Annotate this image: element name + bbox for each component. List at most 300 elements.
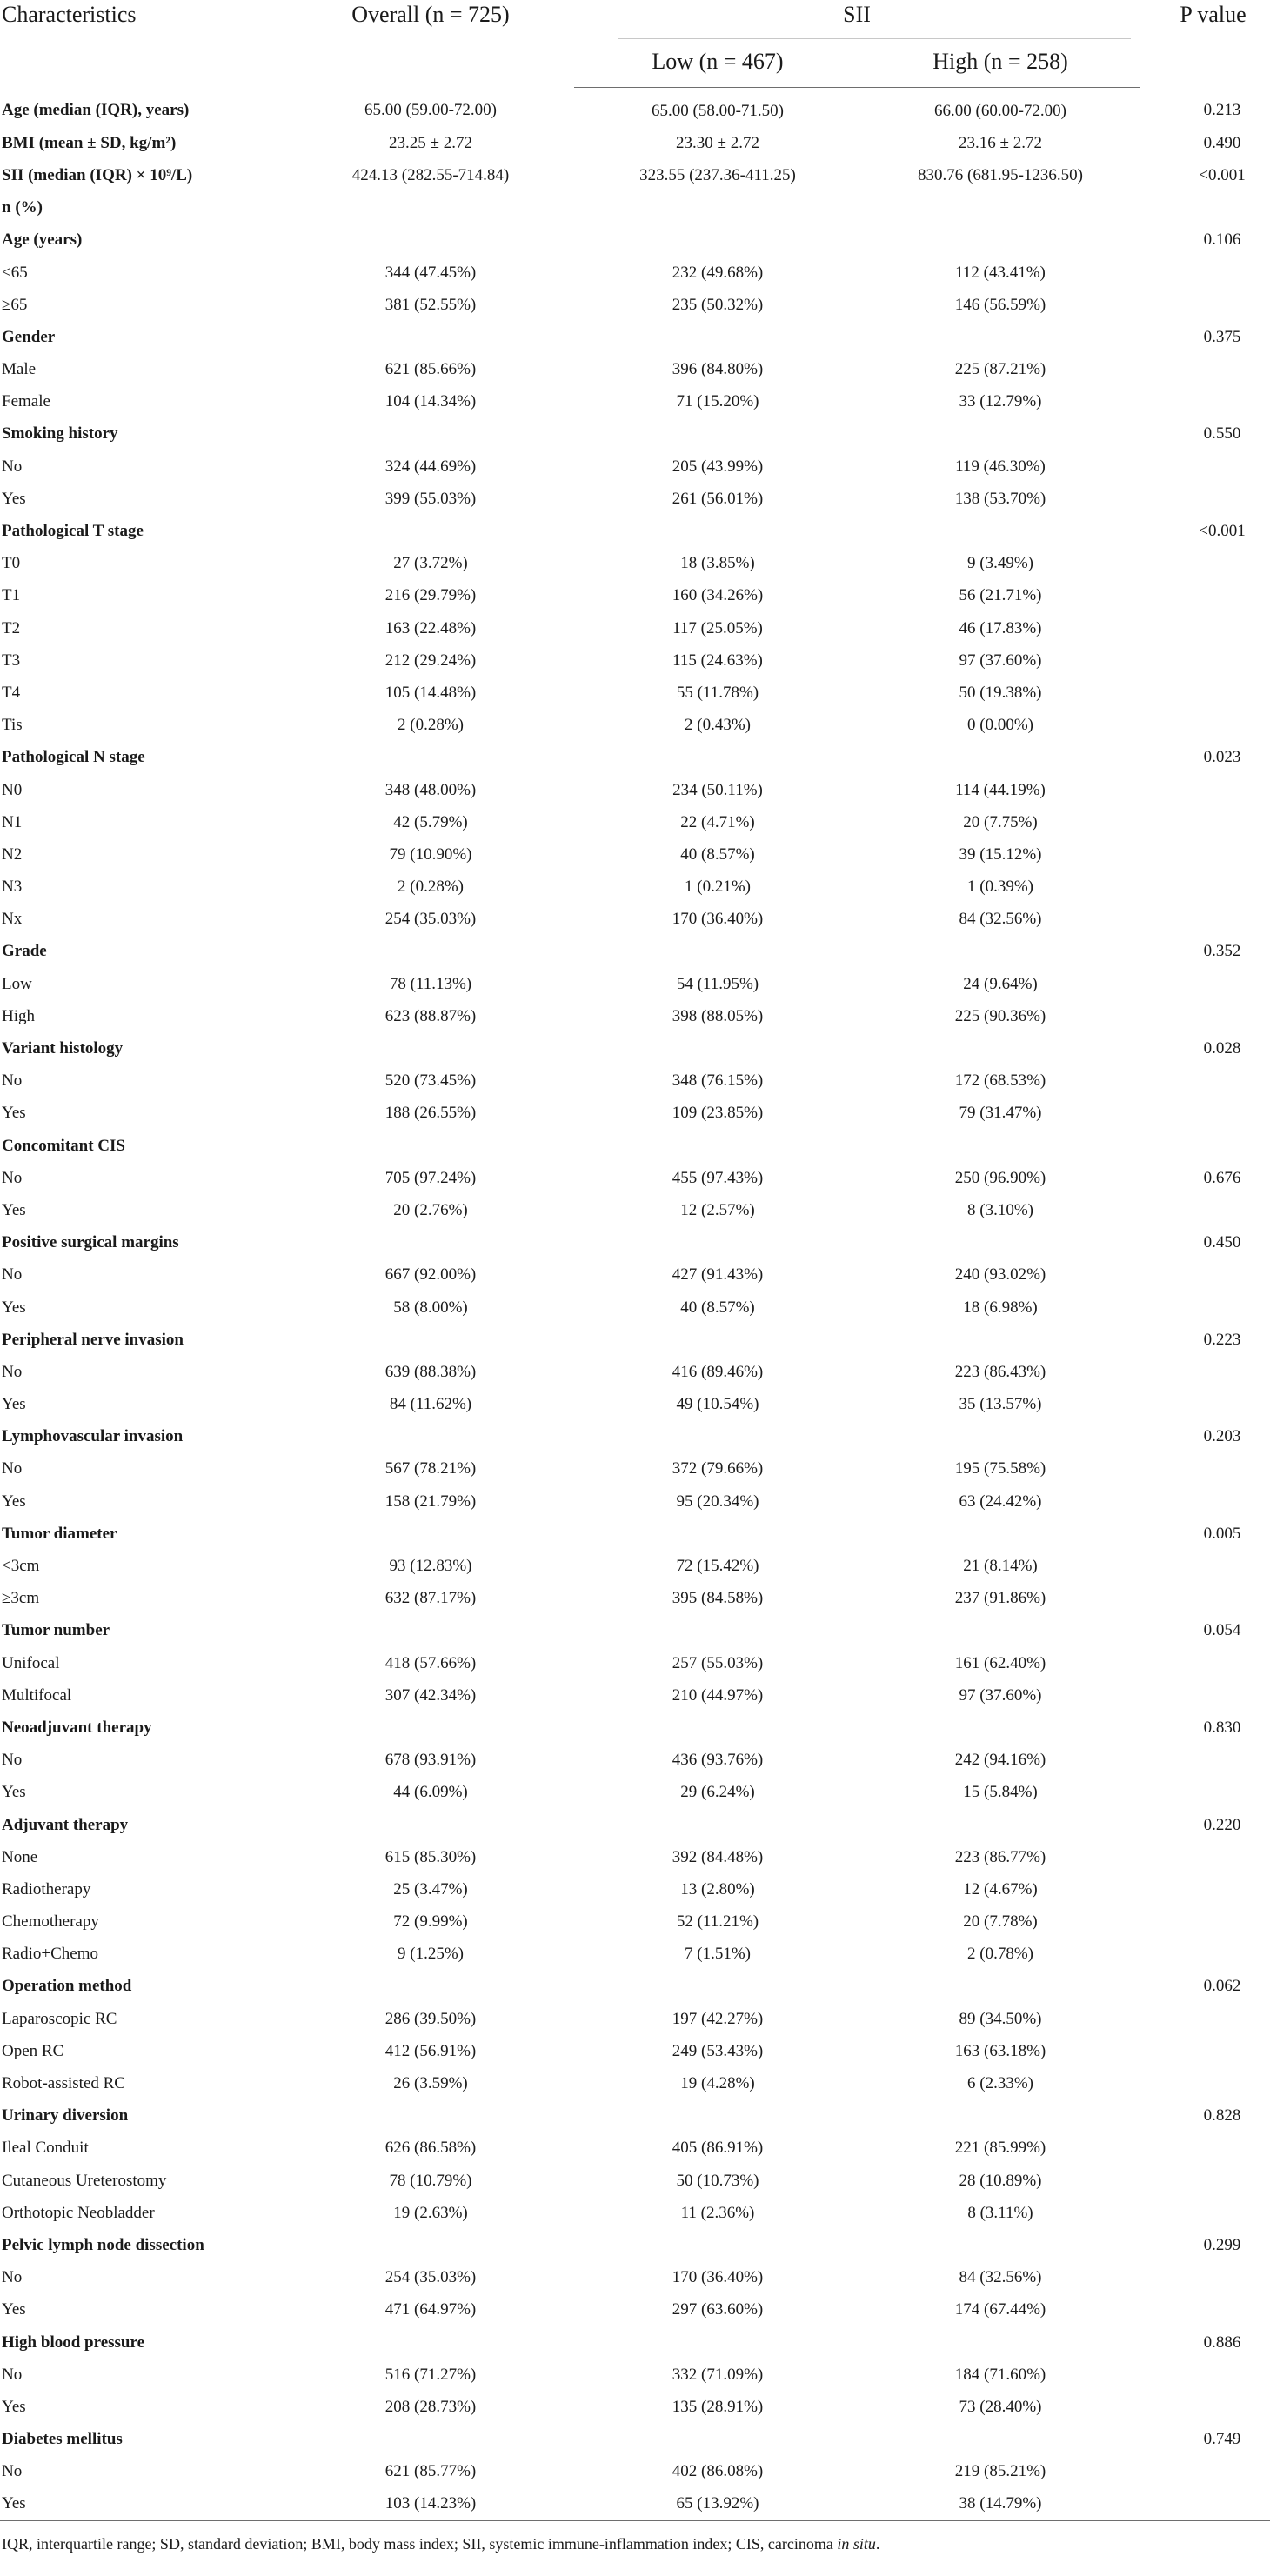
- sii-low-cell: [574, 1518, 861, 1550]
- sii-low-cell: 323.55 (237.36-411.25): [639, 165, 796, 184]
- overall-cell: 84 (11.62%): [389, 1395, 472, 1414]
- row-label: Pathological N stage: [2, 748, 145, 767]
- row-label: Peripheral nerve invasion: [2, 1330, 184, 1349]
- header-characteristics: Characteristics: [2, 2, 137, 27]
- footnote-text: IQR, interquartile range; SD, standard deviation; BMI, body mass index; SII, systemic immune-inflammation index; CIS, carcinoma: [2, 2535, 838, 2553]
- p-value-cell: [1140, 2067, 1270, 2099]
- sii-high-cell: [861, 2326, 1140, 2359]
- overall-cell: 621 (85.77%): [384, 2462, 477, 2481]
- sii-low-cell: 18 (3.85%): [680, 554, 755, 573]
- p-value-cell: 0.830: [1203, 1718, 1241, 1737]
- sii-low-cell: 348 (76.15%): [672, 1071, 764, 1091]
- p-value-cell: [1140, 677, 1270, 709]
- sii-low-cell: [574, 2229, 861, 2261]
- sii-low-cell: 1 (0.21%): [685, 878, 751, 897]
- overall-cell: 58 (8.00%): [393, 1298, 468, 1317]
- sii-low-cell: 297 (63.60%): [672, 2300, 764, 2319]
- overall-cell: [287, 2100, 574, 2132]
- sii-low-cell: [574, 1809, 861, 1841]
- sii-high-cell: [861, 1615, 1140, 1647]
- p-value-cell: 0.299: [1203, 2235, 1241, 2254]
- row-label: T2: [2, 618, 21, 637]
- sii-low-cell: 115 (24.63%): [672, 651, 763, 670]
- sii-low-cell: [574, 1130, 861, 1162]
- row-label: Yes: [2, 1298, 26, 1317]
- p-value-cell: 0.886: [1203, 2332, 1241, 2352]
- table-row: [0, 644, 1270, 677]
- p-value-cell: 0.213: [1203, 101, 1241, 120]
- overall-cell: 105 (14.48%): [384, 683, 477, 702]
- table-row: [0, 2003, 1270, 2035]
- overall-cell: [287, 2229, 574, 2261]
- sii-low-cell: 71 (15.20%): [676, 392, 759, 411]
- p-value-cell: [1140, 1485, 1270, 1518]
- table-section-row: [0, 88, 1270, 128]
- overall-cell: 516 (71.27%): [384, 2365, 477, 2384]
- row-label: Positive surgical margins: [2, 1233, 179, 1252]
- table-row: [0, 548, 1270, 580]
- sii-low-cell: [574, 2100, 861, 2132]
- sii-high-cell: 97 (37.60%): [959, 651, 1042, 670]
- sii-low-cell: 210 (44.97%): [672, 1685, 764, 1705]
- table-section-row: [0, 1130, 1270, 1162]
- overall-cell: 42 (5.79%): [393, 812, 468, 831]
- overall-cell: 78 (11.13%): [389, 974, 472, 993]
- p-value-cell: [1140, 774, 1270, 806]
- p-value-cell: 0.106: [1203, 230, 1241, 250]
- p-value-cell: 0.054: [1203, 1621, 1241, 1640]
- row-label: <65: [2, 263, 28, 282]
- sii-low-cell: 197 (42.27%): [672, 2009, 764, 2028]
- table-row: [0, 1745, 1270, 1777]
- p-value-cell: [1140, 1194, 1270, 1226]
- sii-high-cell: [861, 192, 1140, 224]
- table-section-row: [0, 1809, 1270, 1841]
- table-row: [0, 1162, 1270, 1194]
- p-value-cell: [1140, 2456, 1270, 2488]
- p-value-cell: [1140, 1939, 1270, 1971]
- row-label: Yes: [0, 2488, 287, 2521]
- sii-high-cell: 24 (9.64%): [963, 974, 1038, 993]
- sii-high-cell: 8 (3.10%): [967, 1200, 1033, 1219]
- table-section-row: [0, 742, 1270, 774]
- overall-cell: 19 (2.63%): [393, 2203, 468, 2222]
- overall-cell: 381 (52.55%): [384, 295, 477, 314]
- table-row: [0, 2456, 1270, 2488]
- sii-high-cell: 237 (91.86%): [954, 1589, 1046, 1608]
- overall-cell: 23.25 ± 2.72: [389, 133, 472, 152]
- sii-low-cell: 11 (2.36%): [680, 2203, 755, 2222]
- row-label: Yes: [2, 2300, 26, 2319]
- table-row: [0, 1906, 1270, 1939]
- row-label: None: [2, 1847, 38, 1866]
- sii-low-cell: 40 (8.57%): [680, 844, 755, 864]
- sii-low-cell: 232 (49.68%): [672, 263, 764, 282]
- sii-high-cell: [861, 2424, 1140, 2456]
- sii-high-cell: 46 (17.83%): [959, 618, 1042, 637]
- table-section-row: [0, 159, 1270, 191]
- row-label: No: [2, 457, 23, 476]
- sii-high-cell: 119 (46.30%): [955, 457, 1046, 476]
- table-row: [0, 2165, 1270, 2197]
- table-row: [0, 677, 1270, 709]
- sii-high-cell: [861, 2229, 1140, 2261]
- p-value-cell: [1140, 580, 1270, 612]
- table-section-row: [0, 515, 1270, 547]
- row-label: N1: [2, 812, 23, 831]
- p-value-cell: [1140, 1291, 1270, 1324]
- p-value-cell: [1140, 257, 1270, 289]
- sii-low-cell: 29 (6.24%): [680, 1783, 755, 1802]
- sii-high-cell: [861, 936, 1140, 968]
- sii-high-cell: 20 (7.75%): [963, 812, 1038, 831]
- sii-high-cell: 172 (68.53%): [954, 1071, 1046, 1091]
- p-value-cell: [1140, 192, 1270, 224]
- sii-low-cell: [574, 1227, 861, 1259]
- sii-high-cell: 174 (67.44%): [954, 2300, 1046, 2319]
- sii-low-cell: 117 (25.05%): [672, 618, 763, 637]
- table-header: [0, 0, 1270, 88]
- p-value-cell: [1140, 1130, 1270, 1162]
- table-row: [0, 968, 1270, 1000]
- row-label: T0: [2, 554, 21, 573]
- overall-cell: 399 (55.03%): [384, 489, 477, 508]
- overall-cell: [287, 515, 574, 547]
- table-row: [0, 289, 1270, 321]
- row-label: Laparoscopic RC: [2, 2009, 117, 2028]
- p-value-cell: 0.450: [1203, 1233, 1241, 1252]
- table-row: [0, 1259, 1270, 1291]
- overall-cell: 344 (47.45%): [384, 263, 477, 282]
- row-label: Chemotherapy: [2, 1912, 99, 1932]
- sii-high-cell: 138 (53.70%): [954, 489, 1046, 508]
- overall-cell: 254 (35.03%): [384, 2268, 477, 2287]
- sii-high-cell: 240 (93.02%): [954, 1265, 1046, 1285]
- sii-high-cell: 195 (75.58%): [954, 1459, 1046, 1478]
- row-label: Pelvic lymph node dissection: [2, 2235, 204, 2254]
- table-row: [0, 580, 1270, 612]
- p-value-cell: [1140, 1841, 1270, 1873]
- sii-low-cell: 135 (28.91%): [672, 2397, 764, 2416]
- p-value-cell: [1140, 644, 1270, 677]
- p-value-cell: [1140, 548, 1270, 580]
- row-label: BMI (mean ± SD, kg/m²): [2, 133, 177, 152]
- row-label: Tis: [2, 716, 23, 735]
- p-value-cell: [1140, 710, 1270, 742]
- overall-cell: [287, 1227, 574, 1259]
- table-section-row: [0, 1971, 1270, 2003]
- row-label: Multifocal: [2, 1685, 72, 1705]
- overall-cell: 212 (29.24%): [384, 651, 477, 670]
- row-label: Variant histology: [2, 1039, 124, 1058]
- sii-high-cell: 84 (32.56%): [959, 2268, 1042, 2287]
- sii-high-cell: [861, 1227, 1140, 1259]
- p-value-cell: [1140, 1745, 1270, 1777]
- row-label: Yes: [2, 1104, 26, 1123]
- p-value-cell: [1140, 1000, 1270, 1032]
- overall-cell: 26 (3.59%): [393, 2074, 468, 2093]
- sii-low-cell: 109 (23.85%): [672, 1104, 764, 1123]
- overall-cell: 424.13 (282.55-714.84): [351, 165, 510, 184]
- sii-high-cell: 161 (62.40%): [954, 1653, 1046, 1672]
- row-label: Tumor diameter: [2, 1524, 117, 1543]
- header-sii-label: SII: [843, 2, 871, 27]
- p-value-cell: 0.550: [1203, 424, 1241, 444]
- overall-cell: [287, 1809, 574, 1841]
- overall-cell: 626 (86.58%): [384, 2139, 477, 2158]
- row-label: Yes: [2, 1492, 26, 1511]
- sii-high-cell: [861, 515, 1140, 547]
- sii-high-cell: 35 (13.57%): [959, 1395, 1042, 1414]
- sii-low-cell: 405 (86.91%): [672, 2139, 764, 2158]
- sii-low-cell: 65 (13.92%): [574, 2488, 861, 2521]
- p-value-cell: [1140, 289, 1270, 321]
- overall-cell: [287, 1032, 574, 1064]
- p-value-cell: [1140, 1098, 1270, 1130]
- row-label: Pathological T stage: [2, 522, 144, 541]
- row-label: Cutaneous Ureterostomy: [2, 2171, 167, 2190]
- overall-cell: 623 (88.87%): [384, 1006, 477, 1025]
- sii-high-cell: 242 (94.16%): [954, 1751, 1046, 1770]
- row-label: ≥65: [2, 295, 28, 314]
- sii-low-cell: 72 (15.42%): [676, 1557, 759, 1576]
- sii-low-cell: 65.00 (58.00-71.50): [652, 101, 784, 120]
- overall-cell: 163 (22.48%): [384, 618, 477, 637]
- sii-low-cell: 40 (8.57%): [680, 1298, 755, 1317]
- sii-low-cell: 55 (11.78%): [676, 683, 759, 702]
- overall-cell: 104 (14.34%): [384, 392, 477, 411]
- p-value-cell: 0.828: [1203, 2106, 1241, 2126]
- overall-cell: 667 (92.00%): [384, 1265, 477, 1285]
- sii-high-cell: [861, 742, 1140, 774]
- p-value-cell: [1140, 1550, 1270, 1582]
- table-footnote: [0, 2535, 1270, 2553]
- sii-high-cell: 39 (15.12%): [959, 844, 1042, 864]
- table-row: [0, 2488, 1270, 2521]
- p-value-cell: [1140, 2035, 1270, 2067]
- p-value-cell: [1140, 2003, 1270, 2035]
- sii-high-cell: 21 (8.14%): [963, 1557, 1038, 1576]
- overall-cell: 621 (85.66%): [384, 360, 477, 379]
- overall-cell: [287, 321, 574, 353]
- sii-low-cell: 392 (84.48%): [672, 1847, 764, 1866]
- overall-cell: 418 (57.66%): [384, 1653, 477, 1672]
- sii-high-cell: 73 (28.40%): [959, 2397, 1042, 2416]
- sii-low-cell: [574, 224, 861, 257]
- table-row: [0, 2035, 1270, 2067]
- overall-cell: 20 (2.76%): [393, 1200, 468, 1219]
- row-label: High blood pressure: [2, 2332, 145, 2352]
- overall-cell: [287, 418, 574, 450]
- p-value-cell: [1140, 871, 1270, 904]
- overall-cell: 615 (85.30%): [384, 1847, 477, 1866]
- overall-cell: 103 (14.23%): [287, 2488, 574, 2521]
- overall-cell: 254 (35.03%): [384, 910, 477, 929]
- table-row: [0, 2294, 1270, 2326]
- table-row: [0, 1679, 1270, 1712]
- overall-cell: 78 (10.79%): [389, 2171, 472, 2190]
- sii-high-cell: 830.76 (681.95-1236.50): [918, 165, 1083, 184]
- sii-high-cell: [861, 1712, 1140, 1744]
- sii-low-cell: 95 (20.34%): [676, 1492, 759, 1511]
- table-row: [0, 1939, 1270, 1971]
- table-row: [0, 612, 1270, 644]
- sii-high-cell: 1 (0.39%): [967, 878, 1033, 897]
- sii-low-cell: 416 (89.46%): [672, 1362, 764, 1381]
- p-value-cell: 0.375: [1203, 327, 1241, 346]
- header-high: High (n = 258): [861, 39, 1140, 88]
- row-label: Gender: [2, 327, 56, 346]
- row-label: n (%): [2, 198, 43, 217]
- table-row: [0, 1098, 1270, 1130]
- overall-cell: [287, 192, 574, 224]
- p-value-cell: 0.005: [1203, 1524, 1241, 1543]
- row-label: No: [2, 2268, 23, 2287]
- p-value-cell: 0.023: [1203, 748, 1241, 767]
- table-row: [0, 1647, 1270, 1679]
- sii-low-cell: 12 (2.57%): [680, 1200, 755, 1219]
- p-value-cell: [1140, 838, 1270, 871]
- row-label: Yes: [2, 489, 26, 508]
- row-label: Diabetes mellitus: [2, 2430, 123, 2449]
- sii-high-cell: 97 (37.60%): [959, 1685, 1042, 1705]
- sii-low-cell: 436 (93.76%): [672, 1751, 764, 1770]
- overall-cell: 158 (21.79%): [384, 1492, 477, 1511]
- sii-low-cell: [574, 418, 861, 450]
- sii-low-cell: 205 (43.99%): [672, 457, 764, 476]
- row-label: No: [2, 1459, 23, 1478]
- p-value-cell: [1140, 806, 1270, 838]
- sii-high-cell: [861, 1809, 1140, 1841]
- sii-high-cell: 20 (7.78%): [963, 1912, 1038, 1932]
- p-value-cell: <0.001: [1199, 165, 1246, 184]
- footnote-end: .: [875, 2535, 880, 2553]
- p-value-cell: [1140, 1259, 1270, 1291]
- sii-high-cell: 225 (87.21%): [954, 360, 1046, 379]
- sii-low-cell: 7 (1.51%): [685, 1945, 751, 1964]
- sii-high-cell: 184 (71.60%): [954, 2365, 1046, 2384]
- overall-cell: 216 (29.79%): [384, 586, 477, 605]
- table-section-row: [0, 418, 1270, 450]
- overall-cell: 208 (28.73%): [384, 2397, 477, 2416]
- table-row: [0, 2391, 1270, 2423]
- sii-high-cell: 33 (12.79%): [959, 392, 1042, 411]
- sii-high-cell: 28 (10.89%): [959, 2171, 1042, 2190]
- sii-high-cell: 146 (56.59%): [954, 295, 1046, 314]
- p-value-cell: [1140, 354, 1270, 386]
- table-row: [0, 1000, 1270, 1032]
- overall-cell: 520 (73.45%): [384, 1071, 477, 1091]
- sii-high-cell: 9 (3.49%): [967, 554, 1033, 573]
- sii-high-cell: 112 (43.41%): [955, 263, 1046, 282]
- row-label: Nx: [2, 910, 23, 929]
- row-label: Ileal Conduit: [2, 2139, 89, 2158]
- table-row: [0, 1356, 1270, 1388]
- footnote-italic: in situ: [837, 2535, 876, 2553]
- table-section-row: [0, 224, 1270, 257]
- sii-low-cell: 398 (88.05%): [672, 1006, 764, 1025]
- sii-high-cell: 66.00 (60.00-72.00): [934, 101, 1066, 120]
- row-label: No: [2, 2365, 23, 2384]
- sii-high-cell: [861, 1130, 1140, 1162]
- overall-cell: 72 (9.99%): [393, 1912, 468, 1932]
- table-row: [0, 1873, 1270, 1905]
- table-row: [0, 354, 1270, 386]
- sii-high-cell: [861, 1518, 1140, 1550]
- sii-high-cell: [861, 1032, 1140, 1064]
- table-row: [0, 2262, 1270, 2294]
- overall-cell: 471 (64.97%): [384, 2300, 477, 2319]
- sii-high-cell: 223 (86.77%): [954, 1847, 1046, 1866]
- sii-high-cell: [861, 224, 1140, 257]
- sii-high-cell: 8 (3.11%): [967, 2203, 1033, 2222]
- row-label: T4: [2, 683, 21, 702]
- table-row: [0, 2197, 1270, 2229]
- sii-low-cell: 52 (11.21%): [676, 1912, 759, 1932]
- table-section-row: [0, 1227, 1270, 1259]
- overall-cell: [287, 1324, 574, 1356]
- table-section-row: [0, 1032, 1270, 1064]
- sii-high-cell: 223 (86.43%): [954, 1362, 1046, 1381]
- sii-high-cell: [861, 1324, 1140, 1356]
- table-section-row: [0, 1421, 1270, 1453]
- overall-cell: 567 (78.21%): [384, 1459, 477, 1478]
- sii-high-cell: 225 (90.36%): [954, 1006, 1046, 1025]
- table-row: [0, 871, 1270, 904]
- sii-low-cell: [574, 742, 861, 774]
- sii-high-cell: 2 (0.78%): [967, 1945, 1033, 1964]
- p-value-cell: 0.749: [1203, 2430, 1241, 2449]
- sii-low-cell: 170 (36.40%): [672, 910, 764, 929]
- overall-cell: 678 (93.91%): [384, 1751, 477, 1770]
- row-label: T1: [2, 586, 21, 605]
- row-label: Male: [2, 360, 37, 379]
- row-label: Radiotherapy: [2, 1879, 91, 1899]
- overall-cell: 307 (42.34%): [384, 1685, 477, 1705]
- overall-cell: 25 (3.47%): [393, 1879, 468, 1899]
- overall-cell: [287, 936, 574, 968]
- table-row: [0, 1485, 1270, 1518]
- overall-cell: [287, 2326, 574, 2359]
- sii-low-cell: [574, 1324, 861, 1356]
- overall-cell: [287, 1130, 574, 1162]
- sii-low-cell: 13 (2.80%): [680, 1879, 755, 1899]
- sii-high-cell: [861, 321, 1140, 353]
- table-section-row: [0, 936, 1270, 968]
- sii-high-cell: 15 (5.84%): [963, 1783, 1038, 1802]
- sii-high-cell: [861, 2100, 1140, 2132]
- p-value-cell: [1140, 386, 1270, 418]
- overall-cell: 93 (12.83%): [389, 1557, 472, 1576]
- table-row: [0, 904, 1270, 936]
- table-section-row: [0, 321, 1270, 353]
- row-label: Female: [2, 392, 50, 411]
- sii-high-cell: 12 (4.67%): [963, 1879, 1038, 1899]
- row-label: Radio+Chemo: [2, 1945, 98, 1964]
- row-label: No: [2, 1751, 23, 1770]
- table-section-row: [0, 127, 1270, 159]
- row-label: Unifocal: [2, 1653, 60, 1672]
- overall-cell: 27 (3.72%): [393, 554, 468, 573]
- row-label: High: [2, 1006, 35, 1025]
- overall-cell: 188 (26.55%): [384, 1104, 477, 1123]
- row-label: Robot-assisted RC: [2, 2074, 125, 2093]
- sii-low-cell: [574, 1421, 861, 1453]
- p-value-cell: 0.676: [1203, 1168, 1241, 1187]
- sii-low-cell: 234 (50.11%): [672, 780, 763, 799]
- table-row: [0, 1777, 1270, 1809]
- row-label: T3: [2, 651, 21, 670]
